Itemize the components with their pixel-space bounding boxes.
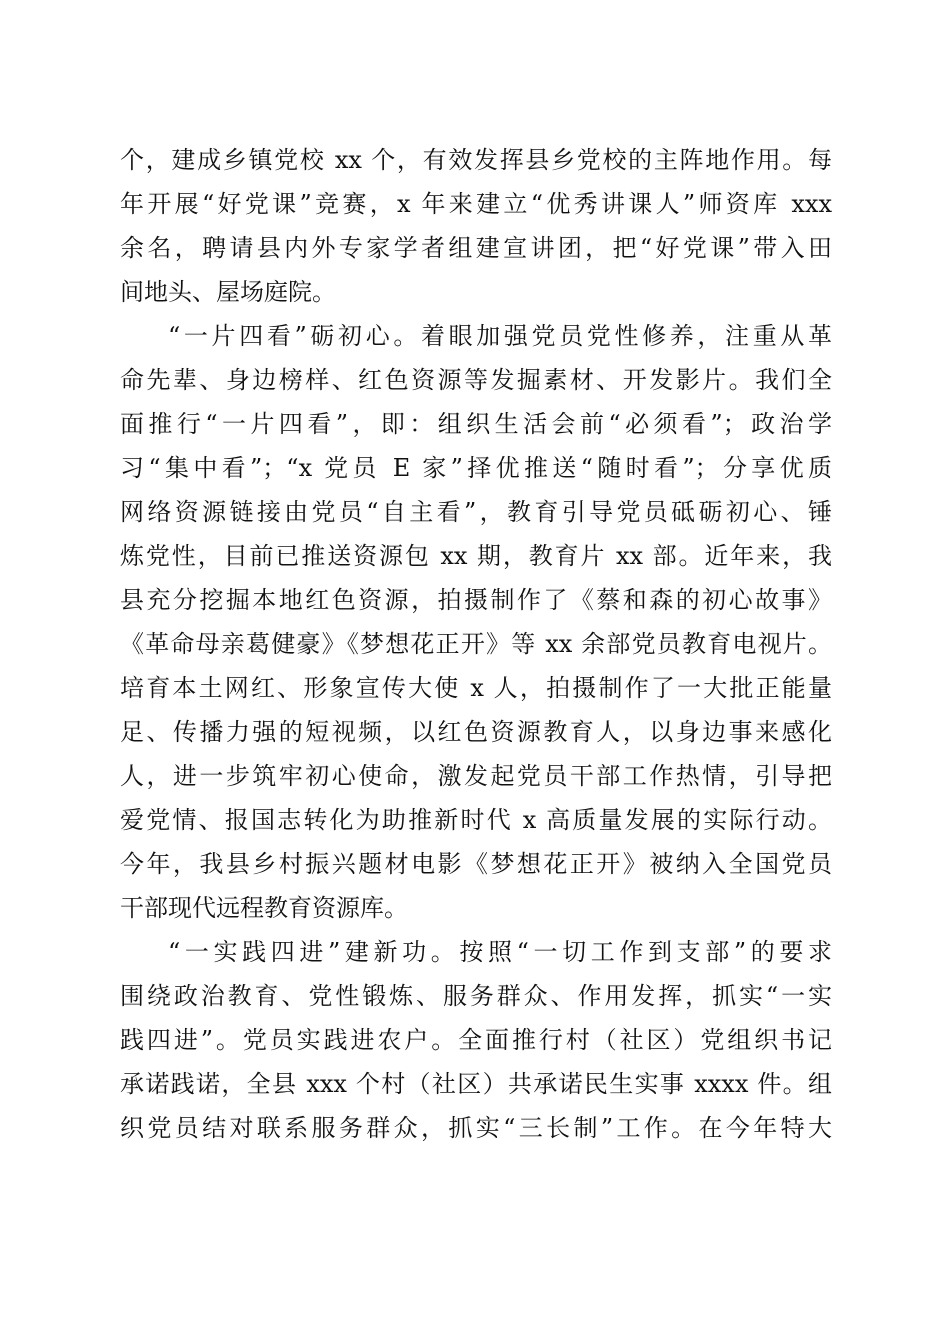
paragraph-3-line-2: 围绕政治教育、党性锻炼、服务群众、作用发挥，抓实“一实	[120, 982, 832, 1010]
paragraph-2-line-9: 培育本土网红、形象宣传大使 x 人，拍摄制作了一大批正能量	[120, 674, 832, 702]
paragraph-2-line-13: 今年，我县乡村振兴题材电影《梦想花正开》被纳入全国党员	[120, 850, 832, 878]
paragraph-2-line-10: 足、传播力强的短视频，以红色资源教育人，以身边事来感化	[120, 718, 832, 746]
paragraph-2-line-6: 炼党性，目前已推送资源包 xx 期，教育片 xx 部。近年来，我	[120, 542, 832, 570]
paragraph-2-line-2: 命先辈、身边榜样、红色资源等发掘素材、开发影片。我们全	[120, 366, 832, 394]
paragraph-1-line-2: 年开展“好党课”竞赛，x 年来建立“优秀讲课人”师资库 xxx	[120, 190, 832, 218]
paragraph-3-line-3: 践四进”。党员实践进农户。全面推行村（社区）党组织书记	[120, 1026, 832, 1054]
paragraph-1-line-1: 个，建成乡镇党校 xx 个，有效发挥县乡党校的主阵地作用。每	[120, 146, 832, 174]
paragraph-2-line-5: 网络资源链接由党员“自主看”，教育引导党员砥砺初心、锤	[120, 498, 832, 526]
paragraph-1-line-3: 余名，聘请县内外专家学者组建宣讲团，把“好党课”带入田	[120, 234, 832, 262]
paragraph-2-line-12: 爱党情、报国志转化为助推新时代 x 高质量发展的实际行动。	[120, 806, 832, 834]
paragraph-3-line-5: 织党员结对联系服务群众，抓实“三长制”工作。在今年特大	[120, 1114, 832, 1142]
paragraph-2-line-1: “一片四看”砺初心。着眼加强党员党性修养，注重从革	[168, 322, 832, 350]
paragraph-2-line-8: 《革命母亲葛健豪》《梦想花正开》等 xx 余部党员教育电视片。	[120, 630, 832, 658]
paragraph-2-line-7: 县充分挖掘本地红色资源，拍摄制作了《蔡和森的初心故事》	[120, 586, 832, 614]
paragraph-2-line-3: 面推行“一片四看”，即：组织生活会前“必须看”；政治学	[120, 410, 832, 438]
paragraph-1-line-4: 间地头、屋场庭院。	[120, 278, 336, 306]
paragraph-2-line-4: 习“集中看”；“x 党员 E 家”择优推送“随时看”；分享优质	[120, 454, 832, 482]
paragraph-3-line-4: 承诺践诺，全县 xxx 个村（社区）共承诺民生实事 xxxx 件。组	[120, 1070, 832, 1098]
paragraph-3-line-1: “一实践四进”建新功。按照“一切工作到支部”的要求	[168, 938, 832, 966]
body-text	[120, 138, 832, 1150]
paragraph-2-line-11: 人，进一步筑牢初心使命，激发起党员干部工作热情，引导把	[120, 762, 832, 790]
paragraph-2-line-14: 干部现代远程教育资源库。	[120, 894, 408, 922]
